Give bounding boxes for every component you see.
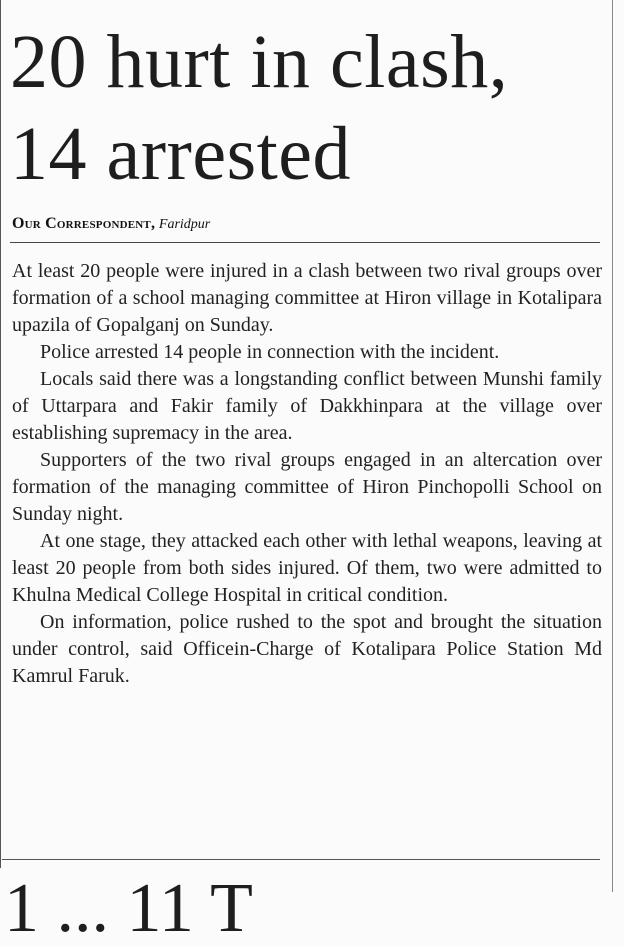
paragraph-4: Supporters of the two rival groups engaged in an altercation over formation of the managing committee of Hiron Pinchopolli School on Sunday night.: [12, 449, 602, 525]
headline-line-1: 20 hurt in clash,: [10, 20, 509, 104]
byline-divider: [10, 242, 600, 243]
column-left-rule: [0, 0, 1, 868]
byline-correspondent: Our Correspondent,: [12, 215, 156, 232]
next-article-headline-cropped: [0, 868, 612, 947]
byline-place: Faridpur: [158, 217, 211, 232]
paragraph-1: At least 20 people were injured in a clash between two rival groups over formation of a school managing committee at Hiron village in Kotalipara upazila of Gopalganj on Sunday.: [12, 260, 602, 336]
paragraph-2: Police arrested 14 people in connection with the incident.: [40, 341, 500, 363]
article-body: [12, 258, 602, 690]
column-right-rule: [612, 0, 613, 892]
paragraph-5: At one stage, they attacked each other with lethal weapons, leaving at least 20 people from both sides injured. Of them, two were admitted to Khulna Medical College Hospital in critical condition.: [12, 530, 602, 606]
headline-line-2: 14 arrested: [10, 112, 352, 196]
article-bottom-divider: [2, 859, 600, 860]
paragraph-3: Locals said there was a longstanding conflict between Munshi family of Uttarpara and Fakir family of Dakkhinpara at the village over establishing supremacy in the area.: [12, 368, 602, 444]
paragraph-6: On information, police rushed to the spot and brought the situation under control, said Officein-Charge of Kotalipara Police Station Md Kamrul Faruk.: [12, 611, 602, 687]
next-headline-fragment: 1 ... 11 T: [4, 870, 253, 947]
article-headline: [10, 16, 610, 200]
byline: [12, 215, 210, 233]
